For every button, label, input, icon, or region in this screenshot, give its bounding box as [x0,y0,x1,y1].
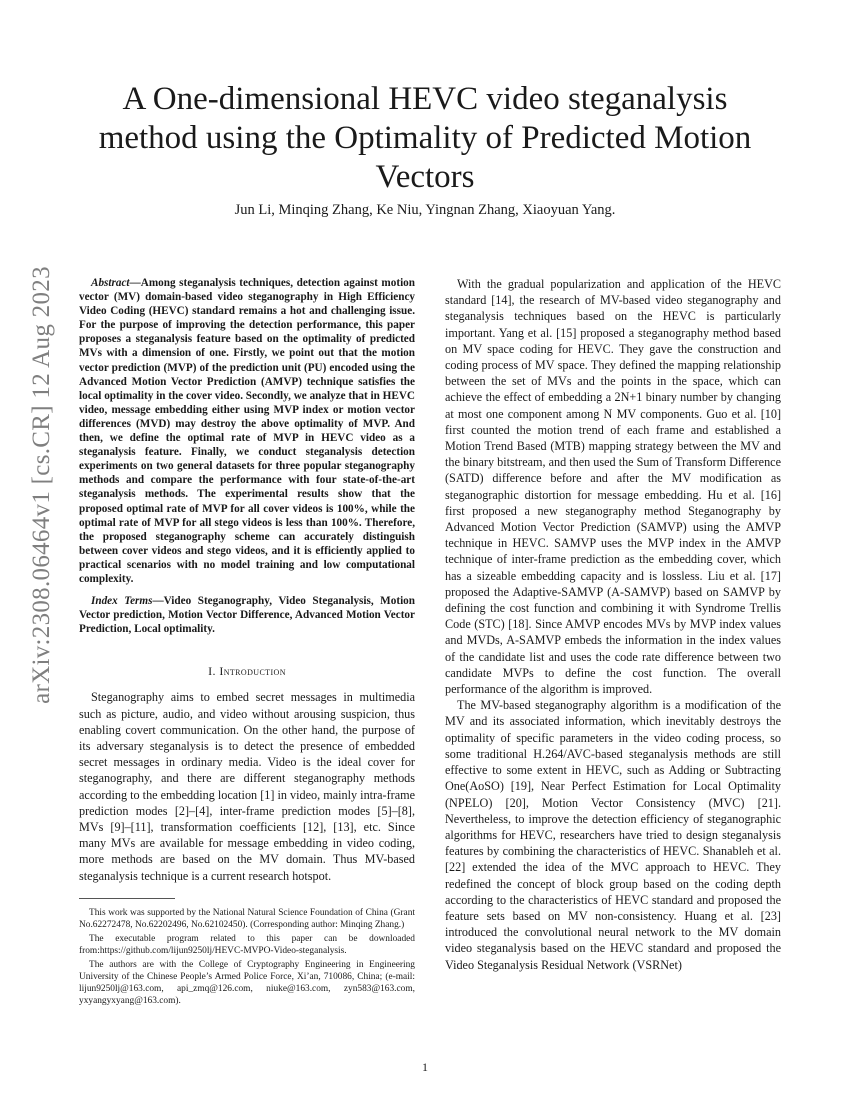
section-heading-introduction [79,664,415,679]
intro-paragraph-1: Steganography aims to embed secret messages in multimedia such as picture, audio, and video without arousing suspicion, thus enabling covert communication. On the other hand, the purpose of its adversary steganalysis is to detect the presence of embedded secret messages in ordinary media. Video is the ideal cover for steganography, and there are different steganography methods according to the embedding location [1] in video, mainly intra-frame prediction modes [2]–[4], inter-frame prediction modes [5]–[8], MVs [9]–[11], transformation coefficients [12], [13], etc. Since many MVs are available for message embedding in video coding, more methods are based on the MV domain. Thus MV-based steganalysis technique is a current research hotspot. [79,690,415,883]
left-column [79,276,415,1009]
footnote-affiliation: The authors are with the College of Cryptography Engineering in Engineering University of the Chinese People’s Armed Police Force, Xi’an, 710086, China; (e-mail: lijun9250lj@163.com, api_zmq@126.com, niuke@163.com, zyn583@163.com, yxyangyxyang@163.com). [79,959,415,1006]
right-paragraph-1: With the gradual popularization and application of the HEVC standard [14], the research of MV-based video steganography and steganalysis techniques based on the HEVC is particularly important. Yang et al. [15] proposed a steganography method based on MV space coding for HEVC. They gave the construction and coding process of MV space. They defined the mapping relationship between the set of MVs and the points in the space, which can achieve the effect of embedding a 2N+1 binary number by changing at most one component among N MV components. Guo et al. [10] first counted the motion trend of each frame and established a Motion Trend Based (MTB) mapping strategy between the MV and the binary bitstream, and then used the Sum of Transform Difference (SATD) difference before and after the MV modification as steganographic distortion for message embedding. Hu et al. [16] first proposed a new steganography method Steganography by Advanced Motion Vector Prediction (SAMVP) using the AMVP technique in HEVC. SAMVP uses the MVP index in the AMVP technique of inter-frame prediction as the embedding cover, which has a sizeable embedding capacity and is lossless. Liu et al. [17] proposed the Adaptive-SAMVP (A-SAMVP) based on SAMVP by defining the cost function and combining it with Syndrome Trellis Code (STC) [18]. Since AMVP encodes MVs by MVP index values and MVDs, A-SAMVP embeds the information in the index values of the candidate list and uses the code rate difference between two candidate MVPs to define the cost function. The overall performance of the algorithm is improved. [445,277,781,697]
footnote-program: The executable program related to this paper can be downloaded from:https://github.com/lijun9250lj/HEVC-MVPO-Video-steganalysis. [79,933,415,956]
index-terms-lead: Index Terms [91,595,153,608]
paper-title: A One-dimensional HEVC video steganalysis method using the Optimality of Predicted Motion Vectors [98,81,752,195]
footnote-funding: This work was supported by the National Natural Science Foundation of China (Grant No.62272478, No.62202496, No.62102450). (Corresponding author: Minqing Zhang.) [79,907,415,930]
right-column [445,276,781,973]
index-terms-text: —Video Steganography, Video Steganalysis, Motion Vector prediction, Motion Vector Difference, Advanced Motion Vector Prediction, Local optimality. [79,595,415,636]
section-numeral: I. [208,664,220,679]
section-title: Introduction [219,664,286,679]
footnote-divider [79,898,175,899]
index-terms [79,594,415,636]
abstract [79,276,415,586]
arxiv-sidebar-stamp [22,266,62,704]
abstract-text: —Among steganalysis techniques, detection against motion vector (MV) domain-based video steganography in High Efficiency Video Coding (HEVC) standard remains a hot and challenging issue. For the purpose of improving the detection performance, this paper proposes a steganalysis feature based on the optimality of predicted MVs with a dimension of one. Firstly, we point out that the motion vector prediction (MVP) of the prediction unit (PU) encoded using the Advanced Motion Vector Prediction (AMVP) technique satisfies the local optimality in the cover video. Secondly, we analyze that in HEVC video, message embedding either using MVP index or motion vector differences (MVD) may destroy the above optimality of MVP. And then, we define the optimal rate of MVP in HEVC video as a steganalysis feature. Finally, we conduct steganalysis detection experiments on two general datasets for three popular steganography methods and compare the performance with four state-of-the-art steganalysis methods. The experimental results show that the proposed optimal rate of MVP for all cover videos is 100%, while the optimal rate of MVP for all stego videos is less than 100%. Therefore, the proposed steganography scheme can accurately distinguish between cover videos and stego videos, and it is efficiently applied to practical scenarios with no model training and low computational complexity. [79,277,415,585]
page-number: 1 [422,1060,428,1074]
right-paragraph-2: The MV-based steganography algorithm is a modification of the MV and its associated information, which inevitably destroys the optimality of specific parameters in the video coding process, so some traditional H.264/AVC-based steganalysis methods are still effective to some extent in HEVC, such as Adding or Subtracting One(AoSO) [19], Near Perfect Estimation for Local Optimality (NPELO) [20], Motion Vector Consistency (MVC) [21]. Nevertheless, to improve the detection efficiency of steganographic algorithms for HEVC, researchers have tried to design steganalysis features by combining the characteristics of HEVC. Shanableh et al. [22] extended the idea of the MVC approach to HEVC. They redefined the concept of block group based on the coding depth according to the characteristics of HEVC standard and proposed the feature sets based on MV non-consistency. Huang et al. [23] introduced the convolutional neural network to the MV domain video steganalysis based on the HEVC standard and proposed the Video Steganalysis Residual Network (VSRNet) [445,698,781,972]
arxiv-identifier: arXiv:2308.06464v1 [cs.CR] 12 Aug 2023 [28,266,55,704]
author-list: Jun Li, Minqing Zhang, Ke Niu, Yingnan Zhang, Xiaoyuan Yang. [234,202,616,218]
abstract-lead: Abstract [91,277,130,289]
